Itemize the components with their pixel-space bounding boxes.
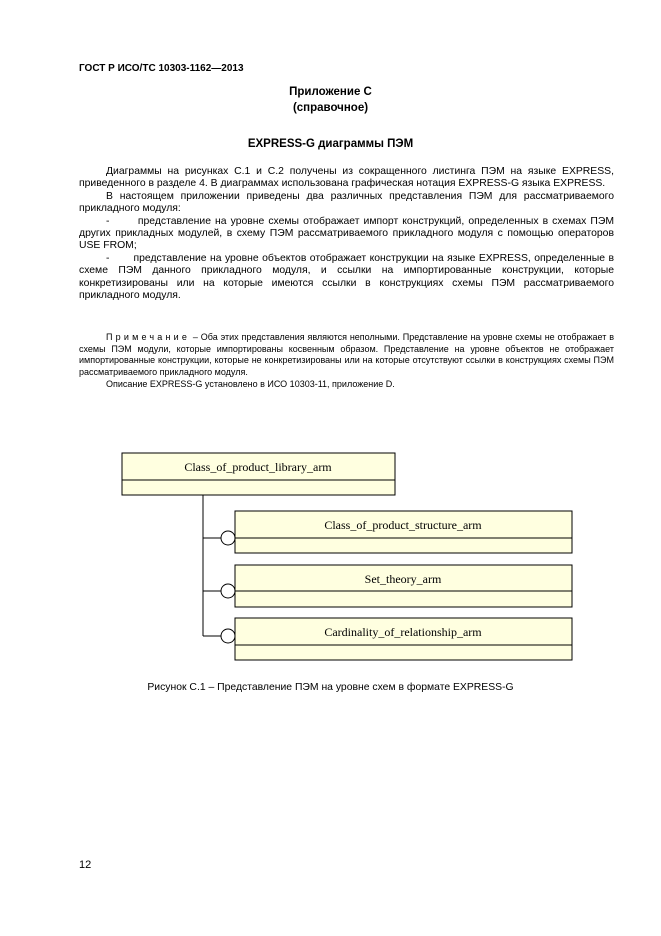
relationship-circle-icon bbox=[221, 584, 235, 598]
note-dash: – bbox=[190, 332, 201, 342]
imported-schema-name-3: Cardinality_of_relationship_arm bbox=[324, 625, 482, 639]
note-text: Оба этих представления являются неполными. Представление на уровне схемы не отображает в схемы ПЭМ модули, которые импортированы косвенным образом. Представление на уровне объектов не отображает импортированные конструкции, которые не конкретизированы или на которые отсутствуют ссылки в конструкциях схемы ПЭМ рассматриваемого прикладного модуля. bbox=[79, 332, 614, 378]
paragraph-representations: В настоящем приложении приведены два различных представления ПЭМ для рассматриваемого прикладного модуля: bbox=[79, 190, 614, 215]
imported-schema-name-1: Class_of_product_structure_arm bbox=[324, 518, 482, 532]
body-text bbox=[79, 166, 614, 302]
document-standard-code: ГОСТ Р ИСО/ТС 10303-1162—2013 bbox=[79, 63, 244, 74]
relationship-circle-icon bbox=[221, 531, 235, 545]
figure-caption: Рисунок С.1 – Представление ПЭМ на уровне схем в формате EXPRESS-G bbox=[147, 682, 514, 693]
imported-schema-box-2 bbox=[221, 565, 572, 607]
note-label: Примечание bbox=[106, 332, 191, 342]
express-g-diagram bbox=[0, 440, 661, 670]
appendix-type: (справочное) bbox=[292, 102, 369, 114]
note-block bbox=[79, 332, 614, 391]
imported-schema-name-2: Set_theory_arm bbox=[364, 572, 442, 586]
note-express-g-reference: Описание EXPRESS-G установлено в ИСО 10303-11, приложение D. bbox=[106, 378, 395, 389]
page-number: 12 bbox=[79, 859, 92, 871]
list-item-schema-level: - представление на уровне схемы отображает импорт конструкций, определенных в схемах ПЭМ других прикладных модулей, в схему ПЭМ рассматриваемого прикладного модуля с помощью операторов USE FROM; bbox=[79, 215, 614, 252]
imported-schema-box-3 bbox=[221, 618, 572, 660]
note-paragraph bbox=[79, 332, 614, 379]
appendix-label: Приложение С bbox=[289, 86, 372, 98]
relationship-circle-icon bbox=[221, 629, 235, 643]
appendix-heading bbox=[0, 84, 661, 116]
paragraph-intro: Диаграммы на рисунках С.1 и С.2 получены из сокращенного листинга ПЭМ на языке EXPRESS, приведенного в разделе 4. В диаграммах использована графическая нотация EXPRESS-G языка EXPRESS. bbox=[79, 166, 614, 190]
main-schema-box bbox=[122, 453, 395, 495]
list-item-object-level: - представление на уровне объектов отображает конструкции на языке EXPRESS, определенные в схеме ПЭМ данного прикладного модуля, и ссылки на импортированные конструкции, которые конкретизированы или на которые имеются ссылки в конструкциях схемы ПЭМ рассматриваемого прикладного модуля. bbox=[79, 252, 614, 302]
main-schema-name: Class_of_product_library_arm bbox=[184, 460, 332, 474]
imported-schema-box-1 bbox=[221, 511, 572, 553]
section-title: EXPRESS-G диаграммы ПЭМ bbox=[247, 138, 414, 150]
